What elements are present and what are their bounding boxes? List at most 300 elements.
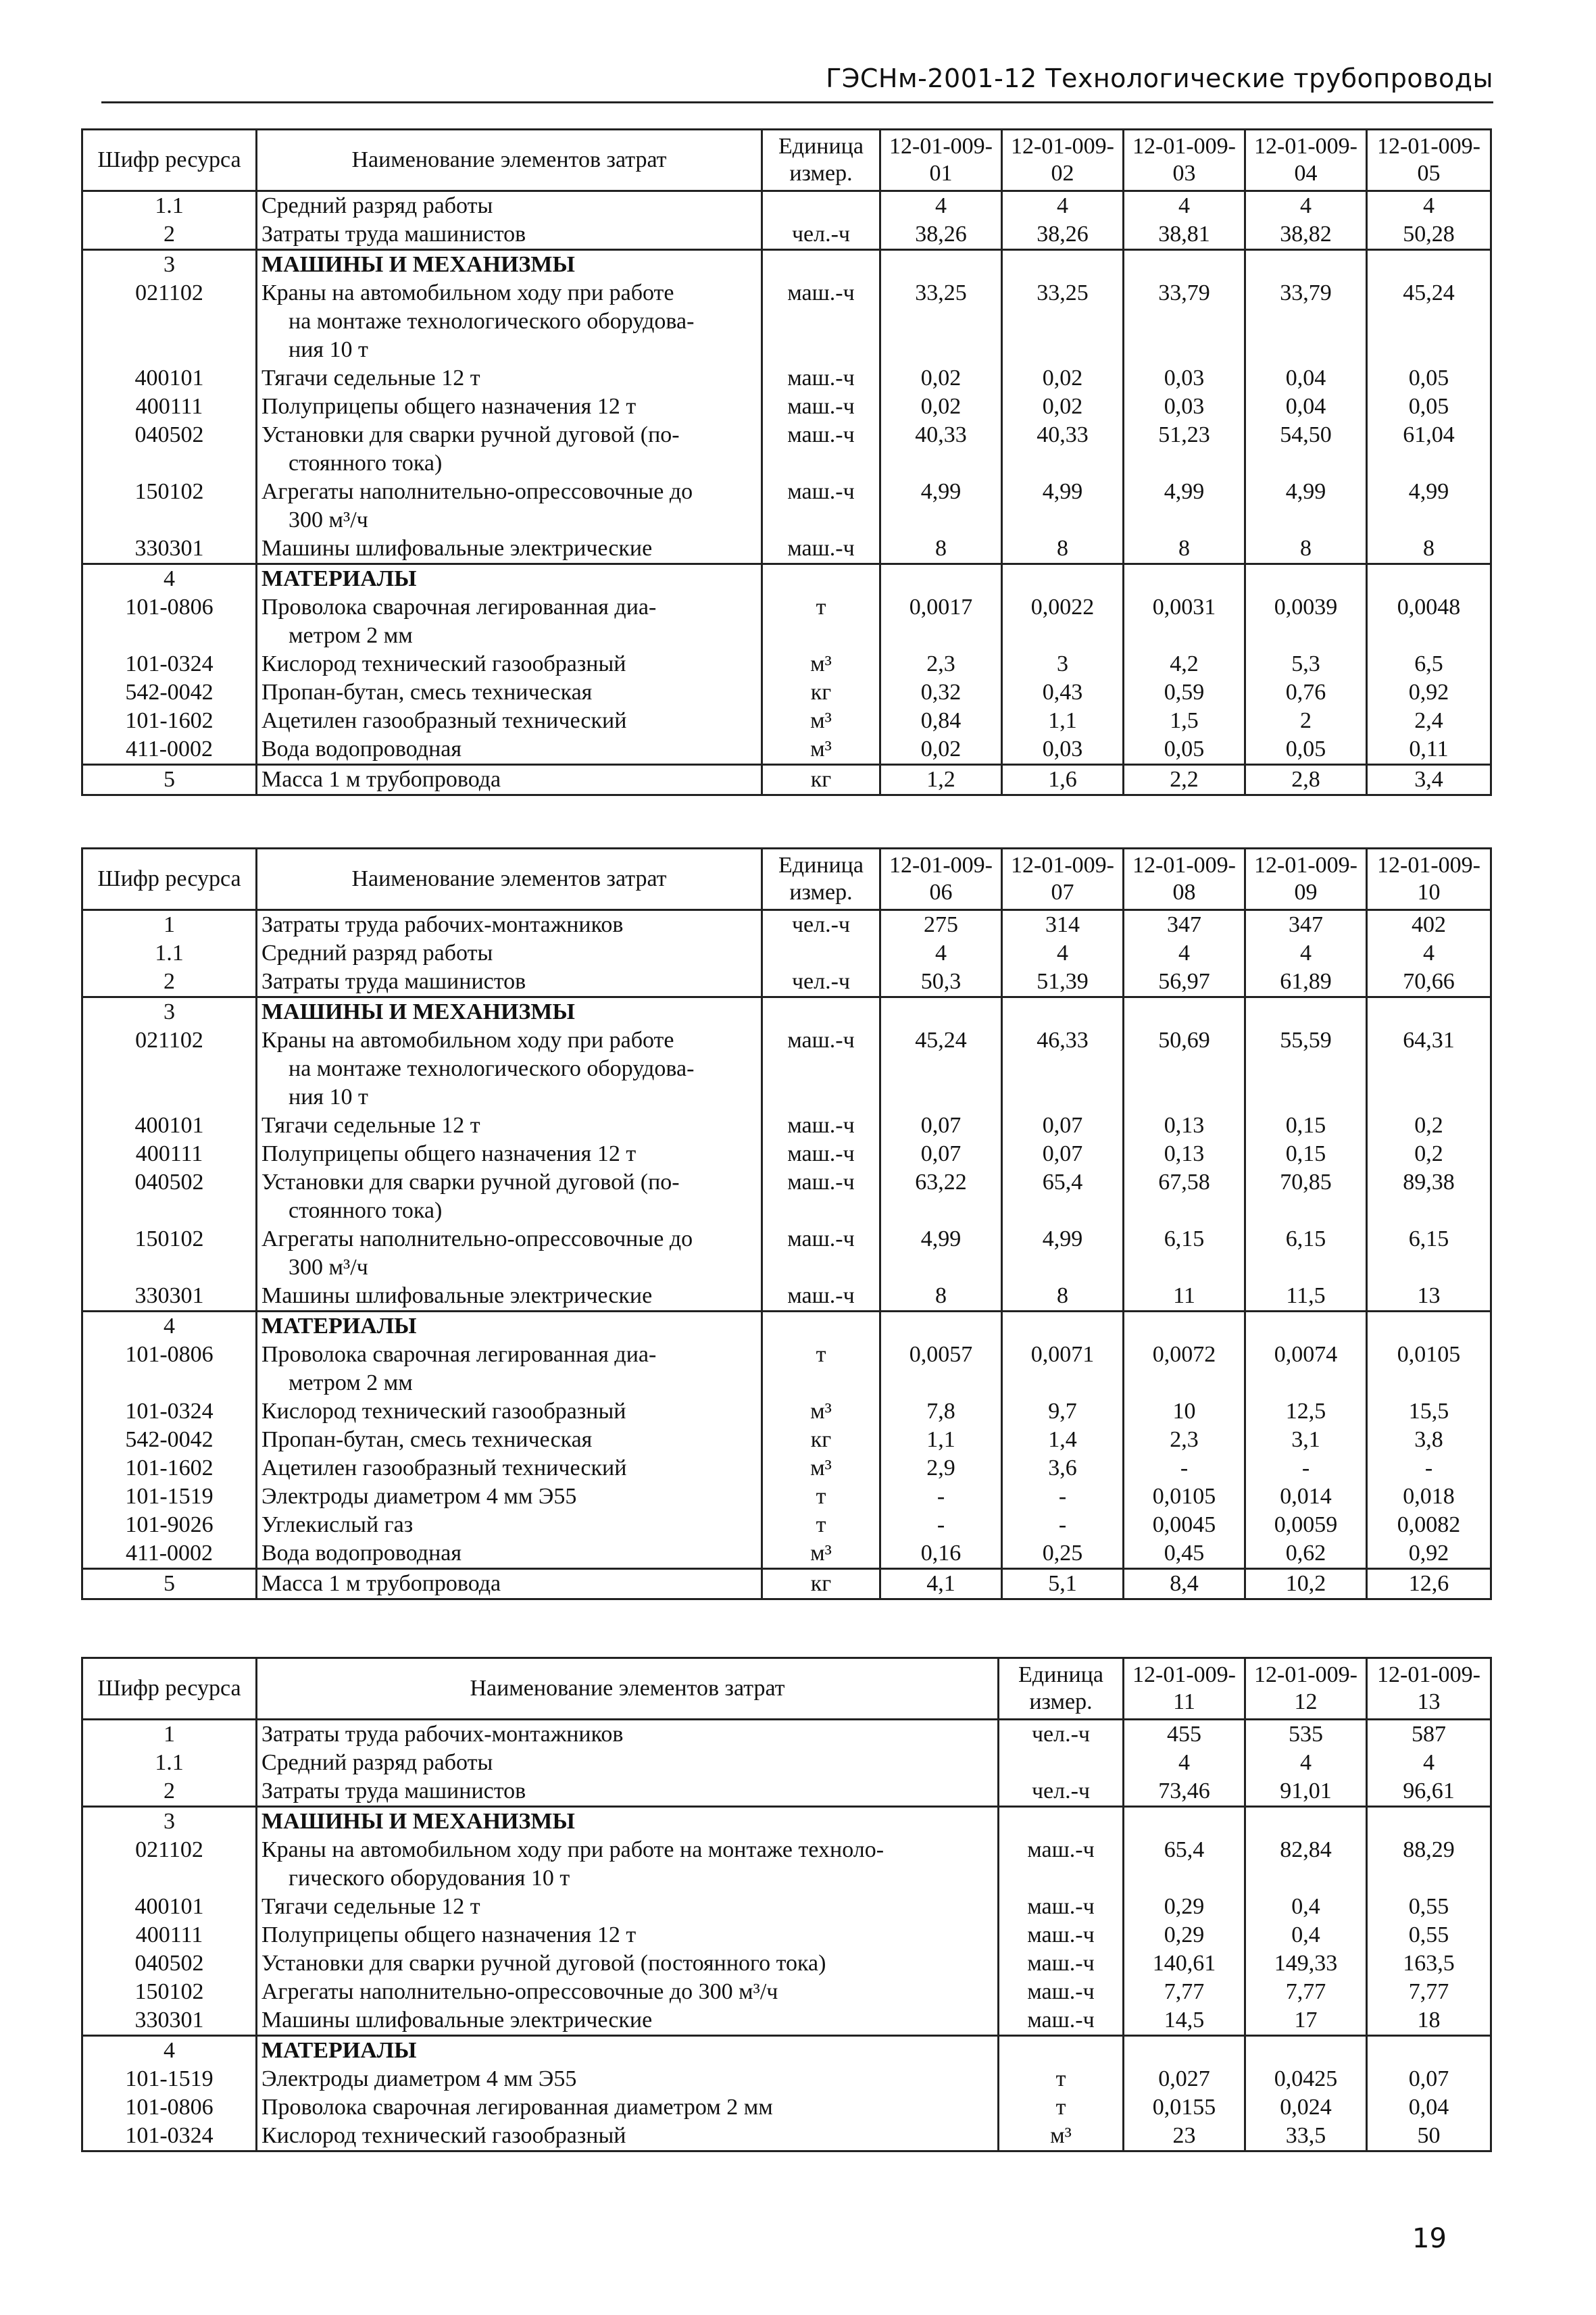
norm-value: 275: [880, 910, 1002, 940]
norm-value: [1245, 997, 1367, 1027]
name-line: Углекислый газ: [261, 1512, 414, 1537]
norm-value: -: [1002, 1483, 1124, 1511]
norm-value: 4: [880, 191, 1002, 221]
norm-value: 0,92: [1367, 678, 1491, 707]
cost-element-name: [257, 678, 762, 707]
norm-value: 73,46: [1124, 1777, 1245, 1807]
cost-element-name: [257, 564, 762, 594]
resource-code: 101-0324: [82, 650, 257, 678]
unit: [762, 250, 880, 280]
name-continuation: гического оборудования 10 т: [289, 1866, 570, 1891]
column-header-code: Шифр ресурса: [82, 130, 257, 191]
name-line: Тягачи седельные 12 т: [261, 1113, 480, 1138]
name-line: Краны на автомобильном ходу при работе на монтаже техноло-: [261, 1837, 884, 1862]
resource-code: 150102: [82, 478, 257, 534]
norm-value: 0,0057: [880, 1341, 1002, 1397]
table-row: [82, 2006, 1491, 2036]
norm-value: 23: [1124, 2122, 1245, 2151]
norm-value: 4,99: [1002, 1225, 1124, 1282]
cost-element-name: [257, 2006, 999, 2036]
norm-value: 7,77: [1124, 1978, 1245, 2006]
norm-value: 82,84: [1245, 1836, 1367, 1893]
unit: маш.-ч: [762, 421, 880, 478]
resource-code: 040502: [82, 1949, 257, 1978]
norm-value: 0,76: [1245, 678, 1367, 707]
norm-value: 38,82: [1245, 220, 1367, 250]
resource-code: 040502: [82, 421, 257, 478]
name-line: МАШИНЫ И МЕХАНИЗМЫ: [261, 999, 575, 1024]
column-header-norm: 12-01-009-04: [1245, 130, 1367, 191]
name-line: МАТЕРИАЛЫ: [261, 1314, 417, 1339]
resource-code: 400111: [82, 1140, 257, 1168]
norm-value: 0,29: [1124, 1893, 1245, 1921]
name-line: Краны на автомобильном ходу при работе: [261, 280, 674, 305]
table-row: [82, 593, 1491, 650]
norm-value: 0,027: [1124, 2065, 1245, 2093]
resource-code: 4: [82, 2036, 257, 2066]
cost-element-name: [257, 1777, 999, 1807]
norm-value: [1367, 997, 1491, 1027]
norm-value: -: [1367, 1454, 1491, 1483]
table-row: [82, 1978, 1491, 2006]
norm-value: 0,0031: [1124, 593, 1245, 650]
norm-value: 0,03: [1002, 735, 1124, 765]
name-line: Масса 1 м трубопровода: [261, 767, 501, 792]
table-row: [82, 279, 1491, 364]
table-row: [82, 735, 1491, 765]
norm-value: [880, 250, 1002, 280]
resource-code: 2: [82, 968, 257, 997]
norm-value: 8: [1367, 534, 1491, 564]
norm-value: 0,07: [880, 1112, 1002, 1140]
norm-value: 3,8: [1367, 1426, 1491, 1454]
norm-value: 587: [1367, 1720, 1491, 1749]
norm-value: 14,5: [1124, 2006, 1245, 2036]
norm-value: 1,6: [1002, 765, 1124, 795]
norm-value: 0,0105: [1367, 1341, 1491, 1397]
norm-value: 8: [1245, 534, 1367, 564]
unit: [762, 997, 880, 1027]
unit: чел.-ч: [762, 910, 880, 940]
unit: маш.-ч: [999, 2006, 1124, 2036]
table-row: [82, 910, 1491, 940]
cost-element-name: [257, 364, 762, 393]
table-row: [82, 1168, 1491, 1225]
column-header-code: Шифр ресурса: [82, 849, 257, 910]
resource-code: 330301: [82, 534, 257, 564]
name-line: Затраты труда машинистов: [261, 222, 526, 247]
name-line: Краны на автомобильном ходу при работе: [261, 1028, 674, 1053]
norm-value: 0,4: [1245, 1921, 1367, 1949]
name-line: Кислород технический газообразный: [261, 1399, 626, 1424]
table-row: [82, 997, 1491, 1027]
name-line: Вода водопроводная: [261, 737, 462, 762]
unit: т: [762, 1483, 880, 1511]
resource-code: 1: [82, 910, 257, 940]
table-row: [82, 1893, 1491, 1921]
norm-value: 0,02: [880, 364, 1002, 393]
column-header-norm: 12-01-009-09: [1245, 849, 1367, 910]
resource-code: 101-0324: [82, 2122, 257, 2151]
norm-value: 0,0059: [1245, 1511, 1367, 1539]
norm-value: 9,7: [1002, 1397, 1124, 1426]
unit: маш.-ч: [999, 1836, 1124, 1893]
cost-table-2: [81, 847, 1492, 1600]
norm-value: 535: [1245, 1720, 1367, 1749]
norm-value: [1124, 1807, 1245, 1837]
norm-value: 8: [1124, 534, 1245, 564]
resource-code: 330301: [82, 1282, 257, 1312]
table-row: [82, 765, 1491, 795]
name-line: МАТЕРИАЛЫ: [261, 2038, 417, 2063]
table-row: [82, 1539, 1491, 1569]
norm-value: 0,0155: [1124, 2093, 1245, 2122]
cost-element-name: [257, 1949, 999, 1978]
name-line: МАШИНЫ И МЕХАНИЗМЫ: [261, 252, 575, 277]
norm-value: 0,05: [1367, 364, 1491, 393]
name-line: Агрегаты наполнительно-опрессовочные до 300 м³/ч: [261, 1979, 778, 2004]
unit: маш.-ч: [762, 1140, 880, 1168]
header-row: [82, 849, 1491, 910]
table-row: [82, 1341, 1491, 1397]
norm-value: 38,26: [880, 220, 1002, 250]
column-header-unit: Единица измер.: [762, 849, 880, 910]
resource-code: 3: [82, 997, 257, 1027]
norm-value: 88,29: [1367, 1836, 1491, 1893]
norm-value: 0,02: [1002, 364, 1124, 393]
norm-value: 65,4: [1124, 1836, 1245, 1893]
resource-code: 101-0324: [82, 1397, 257, 1426]
cost-element-name: [257, 2093, 999, 2122]
unit: [762, 1312, 880, 1341]
norm-value: 0,05: [1124, 735, 1245, 765]
header-row: [82, 1658, 1491, 1720]
cost-element-name: [257, 735, 762, 765]
norm-value: 4: [1124, 1749, 1245, 1777]
norm-value: 38,26: [1002, 220, 1124, 250]
norm-value: 0,07: [1002, 1112, 1124, 1140]
table-row: [82, 250, 1491, 280]
norm-value: 0,02: [1002, 393, 1124, 421]
name-line: Средний разряд работы: [261, 1750, 493, 1775]
table-row: [82, 1112, 1491, 1140]
unit: м³: [762, 735, 880, 765]
norm-value: 4,99: [1124, 478, 1245, 534]
column-header-name: Наименование элементов затрат: [257, 1658, 999, 1720]
norm-value: 314: [1002, 910, 1124, 940]
name-line: Проволока сварочная легированная диа-: [261, 595, 657, 620]
norm-value: 70,85: [1245, 1168, 1367, 1225]
cost-element-name: [257, 2065, 999, 2093]
norm-value: 38,81: [1124, 220, 1245, 250]
cost-element-name: [257, 1341, 762, 1397]
norm-value: 89,38: [1367, 1168, 1491, 1225]
resource-code: 3: [82, 1807, 257, 1837]
norm-value: 10,2: [1245, 1569, 1367, 1599]
norm-value: 45,24: [1367, 279, 1491, 364]
name-continuation: ния 10 т: [289, 1085, 368, 1110]
table-row: [82, 1807, 1491, 1837]
norm-value: -: [1002, 1511, 1124, 1539]
column-header-norm: 12-01-009-10: [1367, 849, 1491, 910]
table-row: [82, 707, 1491, 735]
norm-value: [1124, 250, 1245, 280]
norm-value: 347: [1245, 910, 1367, 940]
name-continuation: на монтаже технологического оборудова-: [289, 309, 695, 334]
column-header-name: Наименование элементов затрат: [257, 849, 762, 910]
norm-value: 7,8: [880, 1397, 1002, 1426]
column-header-norm: 12-01-009-03: [1124, 130, 1245, 191]
cost-element-name: [257, 220, 762, 250]
norm-value: 10: [1124, 1397, 1245, 1426]
resource-code: 400101: [82, 1893, 257, 1921]
norm-value: 96,61: [1367, 1777, 1491, 1807]
norm-value: 8: [880, 534, 1002, 564]
table-row: [82, 678, 1491, 707]
resource-code: 1.1: [82, 1749, 257, 1777]
column-header-code: Шифр ресурса: [82, 1658, 257, 1720]
unit: [762, 564, 880, 594]
norm-value: 33,79: [1124, 279, 1245, 364]
norm-value: 12,6: [1367, 1569, 1491, 1599]
cost-element-name: [257, 1112, 762, 1140]
norm-value: 140,61: [1124, 1949, 1245, 1978]
norm-value: 0,29: [1124, 1921, 1245, 1949]
norm-value: 33,5: [1245, 2122, 1367, 2151]
resource-code: 1: [82, 1720, 257, 1749]
table-row: [82, 1949, 1491, 1978]
norm-value: 4: [1245, 191, 1367, 221]
table-row: [82, 1282, 1491, 1312]
resource-code: 021102: [82, 279, 257, 364]
unit: маш.-ч: [762, 393, 880, 421]
name-line: Средний разряд работы: [261, 941, 493, 966]
resource-code: 150102: [82, 1978, 257, 2006]
unit: т: [999, 2093, 1124, 2122]
norm-value: 4: [1002, 939, 1124, 968]
norm-value: 0,2: [1367, 1140, 1491, 1168]
name-line: Тягачи седельные 12 т: [261, 366, 480, 391]
norm-value: 0,0048: [1367, 593, 1491, 650]
unit: [999, 1807, 1124, 1837]
norm-value: -: [1124, 1454, 1245, 1483]
norm-value: 2,8: [1245, 765, 1367, 795]
cost-element-name: [257, 1282, 762, 1312]
norm-value: 40,33: [880, 421, 1002, 478]
norm-value: 4: [1124, 939, 1245, 968]
name-line: Агрегаты наполнительно-опрессовочные до: [261, 479, 693, 504]
norm-value: 64,31: [1367, 1026, 1491, 1112]
name-line: Установки для сварки ручной дуговой (по-: [261, 1170, 680, 1195]
unit: м³: [762, 707, 880, 735]
table-row: [82, 1749, 1491, 1777]
norm-value: 67,58: [1124, 1168, 1245, 1225]
resource-code: 040502: [82, 1168, 257, 1225]
name-continuation: 300 м³/ч: [289, 1255, 368, 1280]
name-line: Машины шлифовальные электрические: [261, 536, 653, 561]
name-line: Установки для сварки ручной дуговой (постоянного тока): [261, 1951, 826, 1976]
resource-code: 400111: [82, 1921, 257, 1949]
norm-value: 51,23: [1124, 421, 1245, 478]
table-row: [82, 968, 1491, 997]
norm-value: 3,6: [1002, 1454, 1124, 1483]
cost-element-name: [257, 1397, 762, 1426]
norm-value: 0,11: [1367, 735, 1491, 765]
norm-value: 3,4: [1367, 765, 1491, 795]
cost-element-name: [257, 1807, 999, 1837]
resource-code: 021102: [82, 1026, 257, 1112]
resource-code: 101-1602: [82, 707, 257, 735]
unit: кг: [762, 678, 880, 707]
norm-value: 6,15: [1245, 1225, 1367, 1282]
norm-value: 0,45: [1124, 1539, 1245, 1569]
norm-value: 7,77: [1245, 1978, 1367, 2006]
name-line: Масса 1 м трубопровода: [261, 1571, 501, 1596]
table-row: [82, 393, 1491, 421]
norm-value: 4,2: [1124, 650, 1245, 678]
norm-value: 6,15: [1124, 1225, 1245, 1282]
norm-value: 0,07: [880, 1140, 1002, 1168]
norm-value: 50: [1367, 2122, 1491, 2151]
unit: маш.-ч: [999, 1893, 1124, 1921]
cost-element-name: [257, 910, 762, 940]
norm-value: -: [880, 1511, 1002, 1539]
column-header-norm: 12-01-009-01: [880, 130, 1002, 191]
page-header: [101, 59, 1493, 103]
norm-value: 0,59: [1124, 678, 1245, 707]
unit: т: [762, 1511, 880, 1539]
table-row: [82, 939, 1491, 968]
resource-code: 542-0042: [82, 1426, 257, 1454]
name-continuation: ния 10 т: [289, 337, 368, 362]
name-line: Затраты труда машинистов: [261, 1778, 526, 1803]
resource-code: 101-0806: [82, 593, 257, 650]
norm-value: 45,24: [880, 1026, 1002, 1112]
norm-value: [1002, 1312, 1124, 1341]
column-header-norm: 12-01-009-06: [880, 849, 1002, 910]
norm-value: 1,5: [1124, 707, 1245, 735]
norm-value: 1,4: [1002, 1426, 1124, 1454]
norm-value: 402: [1367, 910, 1491, 940]
norm-value: 4,1: [880, 1569, 1002, 1599]
cost-element-name: [257, 1511, 762, 1539]
cost-element-name: [257, 1836, 999, 1893]
name-continuation: стоянного тока): [289, 451, 443, 476]
cost-element-name: [257, 1921, 999, 1949]
unit: чел.-ч: [999, 1720, 1124, 1749]
cost-element-name: [257, 279, 762, 364]
norm-value: [1124, 2036, 1245, 2066]
name-line: Пропан-бутан, смесь техническая: [261, 1427, 593, 1452]
cost-element-name: [257, 2036, 999, 2066]
unit: маш.-ч: [762, 534, 880, 564]
cost-element-name: [257, 1749, 999, 1777]
cost-element-name: [257, 765, 762, 795]
unit: м³: [762, 1539, 880, 1569]
norm-value: 2,4: [1367, 707, 1491, 735]
table-row: [82, 1777, 1491, 1807]
table-row: [82, 2122, 1491, 2151]
table-row: [82, 364, 1491, 393]
resource-code: 021102: [82, 1836, 257, 1893]
norm-value: 0,0072: [1124, 1341, 1245, 1397]
cost-element-name: [257, 593, 762, 650]
unit: чел.-ч: [762, 220, 880, 250]
norm-value: 1,1: [1002, 707, 1124, 735]
norm-value: 61,04: [1367, 421, 1491, 478]
norm-value: [880, 1312, 1002, 1341]
table-row: [82, 2036, 1491, 2066]
norm-value: 0,0017: [880, 593, 1002, 650]
cost-table-1: [81, 128, 1492, 796]
norm-value: 4,99: [1367, 478, 1491, 534]
cost-element-name: [257, 707, 762, 735]
name-line: Средний разряд работы: [261, 193, 493, 218]
table-row: [82, 1026, 1491, 1112]
table-row: [82, 421, 1491, 478]
cost-element-name: [257, 1483, 762, 1511]
name-line: Установки для сварки ручной дуговой (по-: [261, 422, 680, 447]
resource-code: 2: [82, 1777, 257, 1807]
norm-value: 347: [1124, 910, 1245, 940]
cost-element-name: [257, 421, 762, 478]
norm-value: 4: [1367, 939, 1491, 968]
norm-value: 0,02: [880, 735, 1002, 765]
resource-code: 101-0806: [82, 1341, 257, 1397]
norm-value: 4,99: [880, 478, 1002, 534]
norm-value: [880, 997, 1002, 1027]
name-continuation: метром 2 мм: [289, 623, 413, 648]
norm-value: -: [1245, 1454, 1367, 1483]
cost-element-name: [257, 1026, 762, 1112]
unit: маш.-ч: [762, 1168, 880, 1225]
name-line: Затраты труда рабочих-монтажников: [261, 1722, 624, 1747]
unit: м³: [999, 2122, 1124, 2151]
norm-value: 4: [1367, 191, 1491, 221]
norm-value: 149,33: [1245, 1949, 1367, 1978]
norm-value: 1,2: [880, 765, 1002, 795]
unit: м³: [762, 650, 880, 678]
norm-value: 0,014: [1245, 1483, 1367, 1511]
norm-value: [1245, 250, 1367, 280]
norm-value: 13: [1367, 1282, 1491, 1312]
norm-value: 12,5: [1245, 1397, 1367, 1426]
norm-value: 18: [1367, 2006, 1491, 2036]
norm-value: 0,25: [1002, 1539, 1124, 1569]
norm-value: 5,1: [1002, 1569, 1124, 1599]
resource-code: 101-1602: [82, 1454, 257, 1483]
norm-value: 56,97: [1124, 968, 1245, 997]
name-line: Полуприцепы общего назначения 12 т: [261, 1922, 637, 1947]
cost-element-name: [257, 191, 762, 221]
norm-value: 6,15: [1367, 1225, 1491, 1282]
table-row: [82, 2093, 1491, 2122]
unit: маш.-ч: [999, 1921, 1124, 1949]
norm-value: 2,3: [880, 650, 1002, 678]
name-continuation: 300 м³/ч: [289, 507, 368, 532]
resource-code: 5: [82, 1569, 257, 1599]
norm-value: 8,4: [1124, 1569, 1245, 1599]
name-line: Электроды диаметром 4 мм Э55: [261, 2066, 577, 2091]
norm-value: 0,16: [880, 1539, 1002, 1569]
norm-value: 0,43: [1002, 678, 1124, 707]
norm-value: 0,03: [1124, 364, 1245, 393]
name-line: Машины шлифовальные электрические: [261, 2008, 653, 2033]
norm-value: [1124, 1312, 1245, 1341]
table-row: [82, 478, 1491, 534]
table-row: [82, 1225, 1491, 1282]
table-row: [82, 191, 1491, 221]
